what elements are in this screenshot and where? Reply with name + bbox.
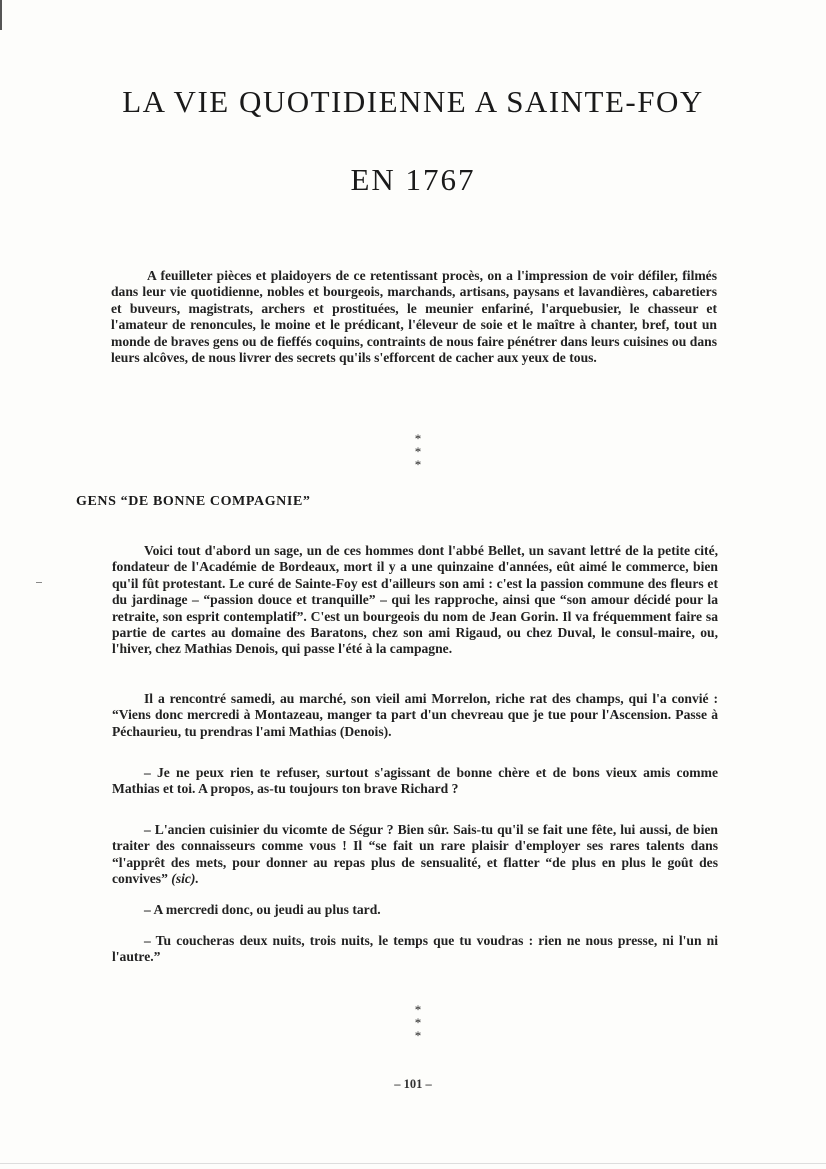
asterism-top: * bbox=[414, 431, 422, 446]
page-subtitle: EN 1767 bbox=[350, 162, 476, 197]
page-number: – 101 – bbox=[394, 1077, 432, 1091]
margin-mark bbox=[36, 582, 42, 583]
section-heading: GENS “DE BONNE COMPAGNIE” bbox=[76, 494, 311, 509]
paragraph-text: – L'ancien cuisinier du vicomte de Ségur ? Bien sûr. Sais-tu qu'il se fait une fête, lui aussi, de bien traiter des connaisseurs comme vous ! Il “se fait un rare plaisir d'employer ses rares talents dans “l'apprêt des mets, pour donner au repas plus de sensualité, et flatter “de plus en plus le goût des convives” bbox=[112, 822, 718, 887]
paragraph bbox=[112, 822, 718, 888]
asterism-bottom: * * bbox=[414, 1015, 434, 1043]
asterism-divider bbox=[388, 1003, 448, 1042]
scan-edge-mark bbox=[0, 0, 2, 30]
asterism-bottom: * * bbox=[414, 444, 434, 472]
page-title: LA VIE QUOTIDIENNE A SAINTE-FOY bbox=[122, 84, 704, 119]
sic-note: (sic). bbox=[171, 871, 199, 887]
paragraph: – A mercredi donc, ou jeudi au plus tard. bbox=[144, 902, 381, 917]
asterism-top: * bbox=[414, 1002, 422, 1017]
paragraph: Il a rencontré samedi, au marché, son vieil ami Morrelon, riche rat des champs, qui l'a convié : “Viens donc mercredi à Montazeau, manger ta part d'un chevreau que je tue pour l'Ascension. Passe à Péchaurieu, tu prendras l'ami Mathias (Denois). bbox=[112, 691, 718, 739]
paragraph: – Tu coucheras deux nuits, trois nuits, le temps que tu voudras : rien ne nous presse, ni l'un ni l'autre.” bbox=[112, 933, 718, 965]
paragraph: – Je ne peux rien te refuser, surtout s'agissant de bonne chère et de bons vieux amis comme Mathias et toi. A propos, as-tu toujours ton brave Richard ? bbox=[112, 765, 718, 797]
scan-bottom-edge bbox=[0, 1163, 826, 1164]
paragraph: Voici tout d'abord un sage, un de ces hommes dont l'abbé Bellet, un savant lettré de la petite cité, fondateur de l'Académie de Bordeaux, mort il y a une quinzaine d'années, eût aimé le commerce, bien qu'il fût protestant. Le curé de Sainte-Foy est d'ailleurs son ami : c'est la passion commune des fleurs et du jardinage – “passion douce et tranquille” – qui les rapproche, ainsi que “son amour décidé pour la retraite, son esprit contemplatif”. C'est un bourgeois du nom de Jean Gorin. Il va fréquemment faire sa partie de cartes au domaine des Baratons, chez son ami Rigaud, ou chez Duval, le consul-maire, ou, l'hiver, chez Mathias Denois, qui passe l'été à la campagne. bbox=[112, 543, 718, 657]
intro-paragraph: A feuilleter pièces et plaidoyers de ce retentissant procès, on a l'impression de voir défiler, filmés dans leur vie quotidienne, nobles et bourgeois, marchands, artisans, paysans et lavandières, cabaretiers et buveurs, magistrats, archers et prostituées, le meunier enfariné, l'arquebusier, le chasseur et l'amateur de renoncules, le moine et le prédicant, l'éleveur de soie et le maître à chanter, bref, tout un monde de braves gens ou de fieffés coquins, contraints de nous faire pénétrer dans leurs cuisines ou dans leurs alcôves, de nous livrer des secrets qu'ils s'efforcent de cacher aux yeux de tous. bbox=[111, 268, 717, 366]
asterism-divider bbox=[388, 432, 448, 471]
